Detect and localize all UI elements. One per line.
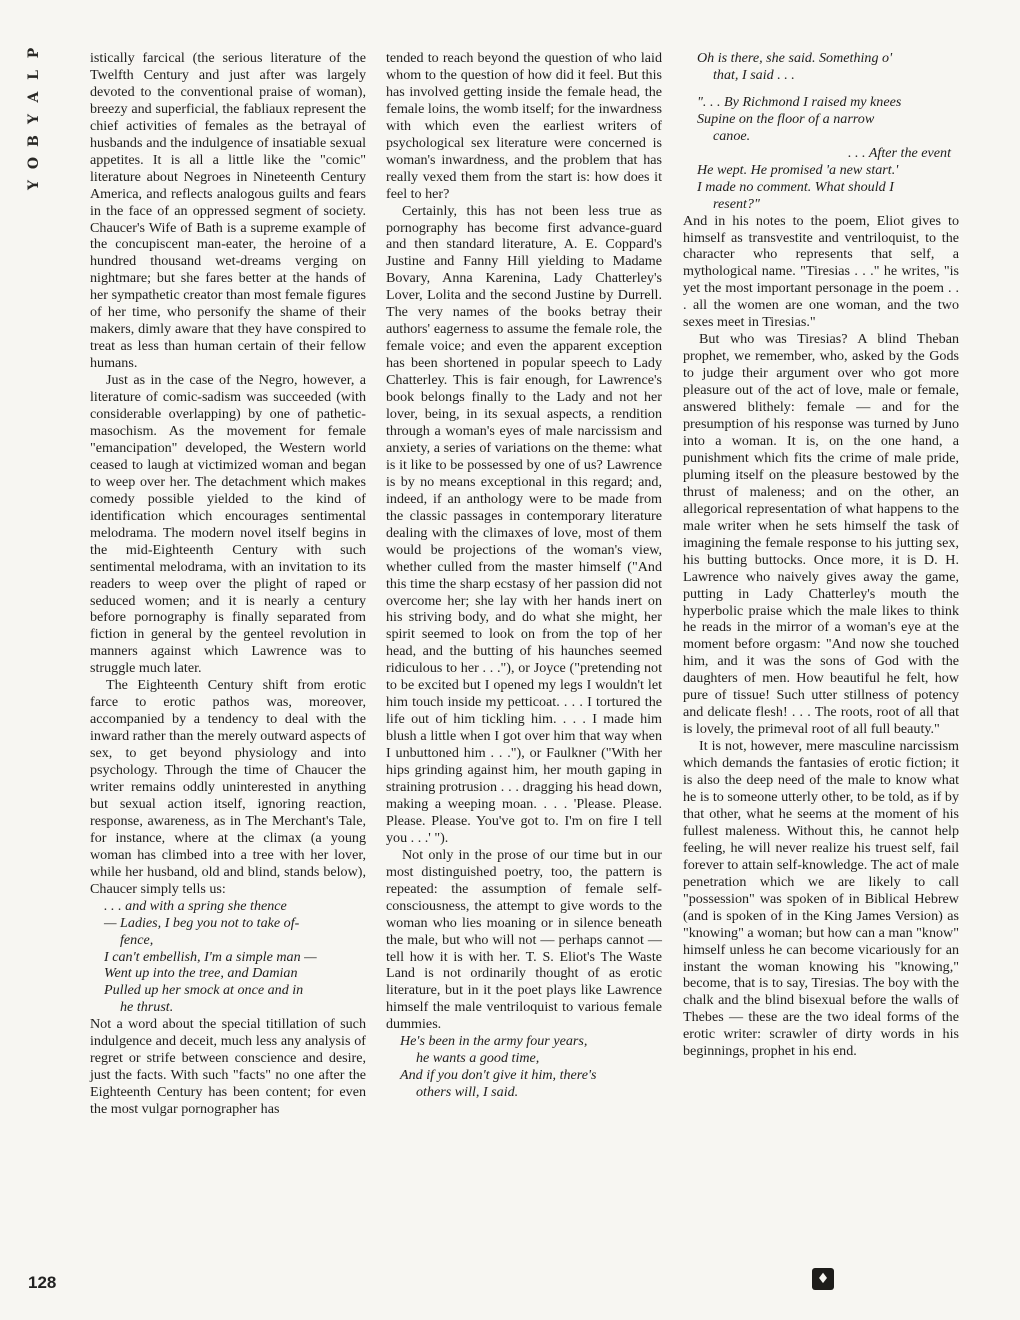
verse-line: that, I said . . . [713, 66, 795, 83]
logo-letter: L [26, 70, 42, 80]
verse-line: And if you don't give it him, there's [400, 1067, 597, 1084]
verse-line: he thrust. [120, 999, 174, 1016]
paragraph: The Eighteenth Century shift from erotic farce to erotic pathos was, moreover, accompanied by a tendency to deal with the inward rather than the merely outward aspects of sex, to get beyond physiology and into psychology. Through the time of Chaucer the writer remains oddly uninterested in anything but sexual action itself, ignoring reaction, response, awareness, as in The Merchant's Tale, for instance, where at the climax (a young woman has climbed into a tree with her lover, while her husband, old and blind, stands below), Chaucer simply tells us: [90, 677, 366, 897]
logo-letter: Y [26, 180, 42, 190]
page-number: 128 [28, 1273, 57, 1292]
paragraph: Just as in the case of the Negro, however, a literature of comic-sadism was succeeded (with considerable overlapping) by one of pathetic-masochism. As the movement for female "emancipation" developed, the Western world ceased to laugh at victimized woman and began to weep over her. The detachment which makes comedy possible yielded to the kind of identification which encourages sentimental melodrama. The modern novel itself begins in the mid-Eighteenth Century with such sentimental melodrama, with an invitation to its readers to weep over the plight of raped or seduced women; and it is nearly a century before pornography is finally separated from fiction in general by the genteel revolution in manners against which Lawrence was to struggle much later. [90, 372, 366, 677]
verse-line: ". . . By Richmond I raised my knees [697, 93, 902, 110]
paragraph: But who was Tiresias? A blind Theban prophet, we remember, who, asked by the Gods to judge their argument over who got more pleasure out of the act of love, male or female, answered blithely: female — and for the presumption of his response was turned by Juno into a woman. It is, on the one hand, a punishment which fits the crime of male pride, pluming itself on the pleasure bestowed by the thrust of maleness; and on the other, an allegorical representation of what happens to the male writer when he sets himself the task of imagining the female response to his jutting sex, his butting buttocks. Once more, it is D. H. Lawrence who naively gives away the game, putting in Lady Chatterley's mouth the hyperbolic praise which the male likes to think he reads in the mirror of a woman's eye at the moment before orgasm: "And now she touched him, and it was the sons of God with the daughters of men. How beautiful he felt, how pure of tissue! Such utter stillness of potency and delicate flesh! . . . The roots, root of all that is lovely, the primeval root of all full beauty." [683, 331, 959, 738]
verse-quote [90, 898, 366, 1017]
paragraph: Certainly, this has not been less true as pornography has become first advance-guard and then standard literature, A. E. Coppard's Justine and Fanny Hill yielding to Madame Bovary, Anna Karenina, Lady Chatterley's Lover, Lolita and the second Justine by Durrell. The very names of the books betray their authors' eagerness to assume the female role, the female voice; and even the apparent exception has been shortened in popular speech to Lady Chatterley. This is fair enough, for Lawrence's book belongs finally to the Lady and not her lover, being, in its sexual aspects, a rendition through a woman's eyes of male narcissism and anxiety, a series of variations on the theme: what is it like to be possessed by one of us? Lawrence is by no means exceptional in this regard; and, indeed, if an anthology were to be made from the classic passages in contemporary literature dealing with the climaxes of love, most of them would be projections of the woman's view, whether culled from the master himself ("And this time the sharp ecstasy of her passion did not overcome her; she lay with her hands inert on his striving body, and do what she might, her spirit seemed to look on from the top of her head, and the butting of his haunches seemed ridiculous to her . . ."), or Joyce ("pretending not to be excited but I opened my legs I wouldn't let him touch inside my petticoat. . . . I tortured the life out of him tickling him. . . . I made him blush a little when I got over him that way when I unbuttoned him . . ."), or Faulkner ("With her hips grinding against him, her mouth gaping in straining protrusion . . . dragging his head down, making a weeping moan. . . . 'Please. Please. Please. Please. You've got to. I'm on fire I tell you . . .' "). [386, 202, 662, 846]
verse-line: resent?" [713, 195, 760, 212]
text-column-3 [683, 50, 959, 1060]
verse-line: Supine on the floor of a narrow [697, 110, 875, 127]
logo-letter: B [26, 135, 42, 147]
verse-quote [386, 1033, 662, 1101]
verse-line: canoe. [713, 127, 751, 144]
logo-letter: O [26, 156, 42, 170]
logo-letter: A [26, 91, 42, 103]
verse-line: I can't embellish, I'm a simple man — [104, 948, 317, 965]
text-column-2 [386, 50, 662, 1101]
verse-line: others will, I said. [416, 1084, 519, 1101]
verse-line: fence, [120, 931, 154, 948]
paragraph: And in his notes to the poem, Eliot gives to himself as transvestite and ventriloquist, to the character who represents that self, a mythological name. "Tiresias . . ." he writes, "is yet the most important personage in the poem . . . all the women are one woman, and the two sexes meet in Tiresias." [683, 212, 959, 331]
verse-line: He's been in the army four years, [400, 1033, 588, 1050]
paragraph: It is not, however, mere masculine narcissism which demands the fantasies of erotic fiction; it is also the deep need of the male to know what he is to someone utterly other, to be told, as if by that other, what he seems at the moment of his fullest maleness. Without this, he cannot help feeling, he will never realize his truest self, fail forever to attain self-knowledge. The act of male penetration which we are likely to call "possession" was spoken of in Biblical Hebrew (and is spoken of in the King James Version) as "knowing" a woman; but how can a man "know" himself unless he can become vicariously for an instant the woman knowing his "knowing," become, that is to say, Tiresias. The boy with the chalk and the blind bisexual before the walls of Thebes — these are the two ideal forms of the erotic writer: scrawler of dirty words in his beginnings, prophet in his end. [683, 738, 959, 1060]
text-column-1 [90, 50, 366, 1118]
verse-line: Oh is there, she said. Something o' [697, 50, 893, 66]
verse-line: He wept. He promised 'a new start.' [697, 161, 899, 178]
paragraph: tended to reach beyond the question of who laid whom to the question of how did it feel. But this has involved getting inside the female head, the female loins, the womb itself; for the inwardness with which even the earliest writers of psychological sex literature were concerned is woman's inwardness, and the problem that has really vexed them from the start is: how does it feel to her? [386, 50, 662, 202]
logo-letter: P [26, 47, 42, 59]
verse-line: . . . and with a spring she thence [104, 897, 287, 914]
magazine-logo-vertical [22, 42, 46, 202]
verse-quote [683, 50, 959, 84]
verse-line: Went up into the tree, and Damian [104, 965, 298, 982]
paragraph: Not a word about the special titillation of such indulgence and deceit, much less any analysis of regret or strife between conscience and desire, just the facts. With such "facts" no one after the Eighteenth Century has been content; for even the most vulgar pornographer has [90, 1016, 366, 1118]
logo-letter: Y [26, 114, 42, 124]
verse-line: . . . After the event [847, 144, 951, 161]
paragraph: istically farcical (the serious literature of the Twelfth Century and just after was largely devoted to the conventional praise of woman), breezy and superficial, the fabliaux represent the chief activities of females as the betrayal of husbands and the indulgence of insatiable sexual appetites. It is all a little like the "comic" literature about Negroes in Nineteenth Century America, and reflects analogous guilts and fears in the face of an oppressed segment of society. Chaucer's Wife of Bath is a supreme example of the concupiscent man-eater, the heroine of a hundred thousand wet-dreams verging on nightmare; but she fares better at the hands of her sympathetic creator than most female figures of her time, who personify the shame of their makers, dimly aware that they have conspired to treat as less than human certain of their fellow humans. [90, 50, 366, 372]
verse-quote [683, 94, 959, 213]
verse-line: I made no comment. What should I [697, 178, 894, 195]
verse-line: — Ladies, I beg you not to take of- [104, 914, 300, 931]
verse-line: he wants a good time, [416, 1050, 540, 1067]
paragraph: Not only in the prose of our time but in our most distinguished poetry, too, the pattern is repeated: the assumption of female self-consciousness, the attempt to give words to the woman who lies moaning or in silence beneath the male, but who will not — perhaps cannot — tell how it is with her. T. S. Eliot's The Waste Land is not ordinarily thought of as erotic literature, but in it the poet plays like Lawrence himself the male ventriloquist to various female dummies. [386, 846, 662, 1033]
rabbit-end-mark-icon: ♦ [812, 1268, 834, 1290]
verse-line: Pulled up her smock at once and in [104, 982, 304, 999]
